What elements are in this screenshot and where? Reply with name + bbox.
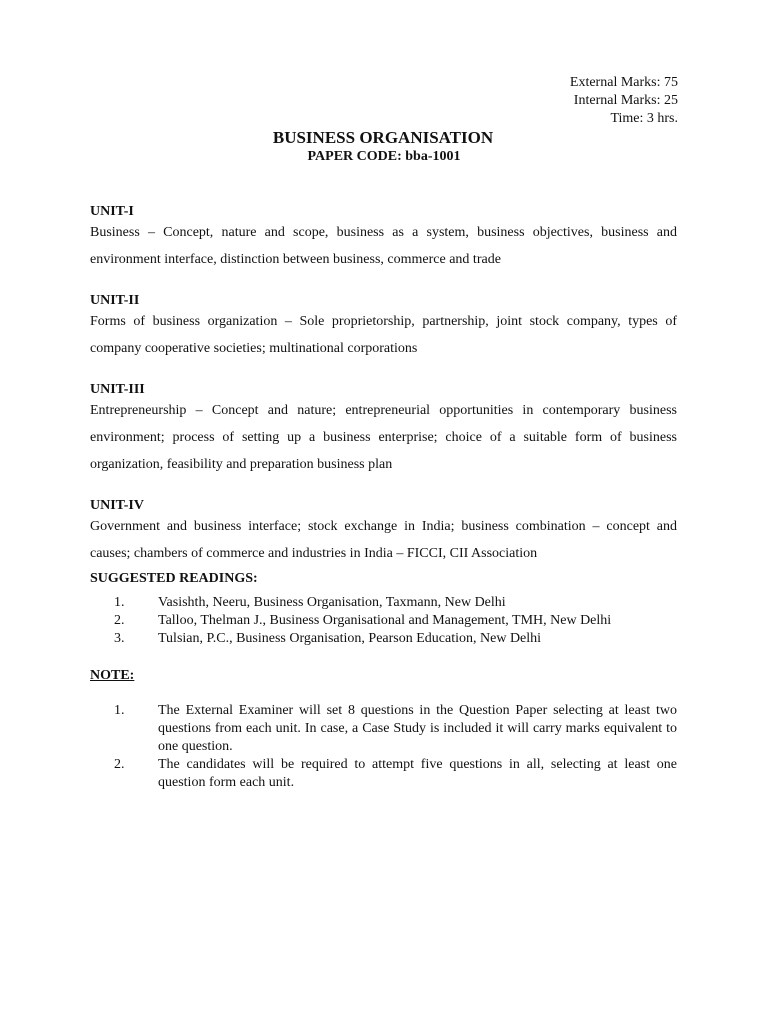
- marks-block: [570, 74, 678, 128]
- suggested-readings-heading: SUGGESTED READINGS:: [90, 571, 258, 586]
- external-marks: External Marks: 75: [569, 75, 678, 90]
- list-number: 1.: [114, 595, 125, 610]
- unit-heading: UNIT-IV: [90, 498, 144, 513]
- unit-4: [90, 497, 677, 567]
- paper-code: PAPER CODE: bba-1001: [307, 149, 461, 164]
- unit-2: [90, 292, 677, 362]
- exam-time: Time: 3 hrs.: [610, 111, 678, 126]
- unit-body: Government and business interface; stock exchange in India; business combination – concept and causes; chambers of commerce and industries in India – FICCI, CII Association: [90, 519, 677, 561]
- title-block: [0, 128, 768, 166]
- unit-heading: UNIT-II: [90, 293, 140, 308]
- list-number: 3.: [114, 631, 125, 646]
- list-item: [90, 612, 677, 630]
- list-text: The candidates will be required to attempt five questions in all, selecting at least one question form each unit.: [158, 757, 677, 790]
- list-text: Vasishth, Neeru, Business Organisation, Taxmann, New Delhi: [158, 595, 506, 610]
- unit-3: [90, 381, 677, 478]
- list-item: [90, 702, 677, 756]
- list-number: 1.: [114, 703, 125, 718]
- note-heading: NOTE:: [90, 668, 135, 683]
- unit-body: Business – Concept, nature and scope, business as a system, business objectives, business and environment interface, distinction between business, commerce and trade: [90, 225, 677, 267]
- list-item: [90, 594, 677, 612]
- list-number: 2.: [114, 613, 125, 628]
- unit-heading: UNIT-I: [90, 204, 134, 219]
- list-item: [90, 756, 677, 792]
- readings-list: [90, 594, 677, 648]
- note-list: [90, 702, 677, 792]
- list-text: Tulsian, P.C., Business Organisation, Pearson Education, New Delhi: [158, 631, 542, 646]
- list-text: The External Examiner will set 8 questions in the Question Paper selecting at least two questions from each unit. In case, a Case Study is included it will carry marks equivalent to one question.: [158, 703, 677, 754]
- list-item: [90, 630, 677, 648]
- unit-body: Forms of business organization – Sole proprietorship, partnership, joint stock company, types of company cooperative societies; multinational corporations: [90, 314, 677, 356]
- internal-marks: Internal Marks: 25: [573, 93, 678, 108]
- unit-heading: UNIT-III: [90, 382, 145, 397]
- list-number: 2.: [114, 757, 125, 772]
- unit-1: [90, 203, 677, 273]
- page-title: BUSINESS ORGANISATION: [272, 128, 494, 147]
- list-text: Talloo, Thelman J., Business Organisational and Management, TMH, New Delhi: [158, 613, 612, 628]
- unit-body: Entrepreneurship – Concept and nature; entrepreneurial opportunities in contemporary business environment; process of setting up a business enterprise; choice of a suitable form of business organization, feasibility and preparation business plan: [90, 403, 677, 472]
